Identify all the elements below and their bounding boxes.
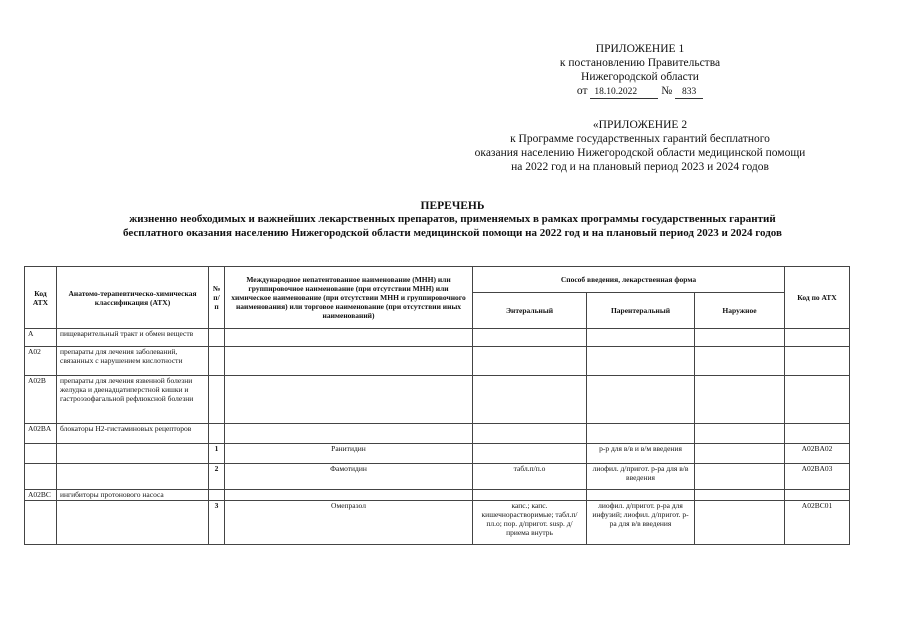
cell-mnn: Омепразол (225, 501, 473, 545)
cell-enteral (473, 490, 587, 501)
appendix-1-dateline (540, 84, 740, 99)
cell-enteral (473, 376, 587, 424)
header-route: Способ введения, лекарственная форма (473, 267, 785, 293)
cell-code: A02 (25, 347, 57, 376)
table-row (25, 501, 850, 545)
cell-atc (785, 376, 850, 424)
cell-atc: A02BA03 (785, 464, 850, 490)
cell-mnn (225, 347, 473, 376)
header-enteral: Энтеральный (473, 293, 587, 329)
title-subline-1: жизненно необходимых и важнейших лекарственных препаратов, применяемых в рамках программы государственных гарантий (129, 213, 776, 225)
cell-classification (57, 444, 209, 464)
cell-enteral: табл.п/п.о (473, 464, 587, 490)
cell-code (25, 501, 57, 545)
cell-enteral: капс.; капс. кишечнорастворимые; табл.п/пл.о; пор. д/пригот. susp. д/приема внутрь (473, 501, 587, 545)
cell-external (695, 490, 785, 501)
resolution-number: 833 (675, 87, 703, 99)
cell-enteral (473, 329, 587, 347)
resolution-date: 18.10.2022 (590, 87, 658, 99)
cell-num (209, 490, 225, 501)
medication-table (24, 266, 850, 545)
appendix-2-title: «ПРИЛОЖЕНИЕ 2 (592, 119, 688, 131)
cell-classification: пищеварительный тракт и обмен веществ (57, 329, 209, 347)
cell-parenteral: р-р для в/в и в/м введения (587, 444, 695, 464)
cell-parenteral: лиофил. д/пригот. р-ра для в/в введения (587, 464, 695, 490)
appendix-1-line3: Нижегородской области (581, 71, 699, 83)
appendix-2-line3: оказания населению Нижегородской области медицинской помощи (474, 147, 806, 159)
appendix-2-header (440, 118, 840, 174)
header-classification: Анатомо-терапевтическо-химическая классификация (АТХ) (57, 267, 209, 329)
cell-code: A (25, 329, 57, 347)
cell-external (695, 444, 785, 464)
cell-external (695, 501, 785, 545)
cell-atc: A02BC01 (785, 501, 850, 545)
cell-num (209, 424, 225, 444)
cell-enteral (473, 347, 587, 376)
cell-atc (785, 347, 850, 376)
cell-parenteral (587, 329, 695, 347)
cell-parenteral (587, 347, 695, 376)
cell-code (25, 444, 57, 464)
cell-classification (57, 464, 209, 490)
header-code: Код АТХ (25, 267, 57, 329)
cell-classification (57, 501, 209, 545)
header-atc-code: Код по АТХ (785, 267, 850, 329)
appendix-1-line2: к постановлению Правительства (559, 57, 721, 69)
cell-parenteral (587, 376, 695, 424)
title-heading: ПЕРЕЧЕНЬ (420, 200, 485, 212)
cell-mnn: Ранитидин (225, 444, 473, 464)
cell-num: 2 (209, 464, 225, 490)
cell-parenteral (587, 424, 695, 444)
table-row (25, 464, 850, 490)
cell-classification: препараты для лечения язвенной болезни желудка и двенадцатиперстной кишки и гастроэзофагальной рефлюксной болезни (57, 376, 209, 424)
table-row (25, 376, 850, 424)
document-title (40, 199, 865, 240)
cell-atc (785, 329, 850, 347)
header-external: Наружное (695, 293, 785, 329)
cell-external (695, 464, 785, 490)
table-row (25, 444, 850, 464)
cell-classification: препараты для лечения заболеваний, связанных с нарушением кислотности (57, 347, 209, 376)
cell-num: 3 (209, 501, 225, 545)
cell-mnn (225, 424, 473, 444)
cell-mnn: Фамотидин (225, 464, 473, 490)
header-mnn: Международное непатентованное наименование (МНН) или группировочное наименование (при отсутствии МНН) или химическое наименование (при отсутствии МНН и группировочного наименования) или торговое наименование (при отсутствии иных наименований) (225, 267, 473, 329)
cell-atc (785, 424, 850, 444)
cell-atc (785, 490, 850, 501)
number-sign: № (661, 85, 673, 97)
header-num: № п/п (209, 267, 225, 329)
cell-external (695, 347, 785, 376)
appendix-2-line2: к Программе государственных гарантий бесплатного (510, 133, 770, 145)
cell-mnn (225, 376, 473, 424)
title-subline-2: бесплатного оказания населению Нижегородской области медицинской помощи на 2022 год и на плановый период 2023 и 2024 годов (123, 226, 782, 239)
cell-num (209, 347, 225, 376)
cell-code: A02BA (25, 424, 57, 444)
cell-classification: блокаторы H2-гистаминовых рецепторов (57, 424, 209, 444)
cell-num: 1 (209, 444, 225, 464)
cell-code: A02BC (25, 490, 57, 501)
appendix-1-header (540, 42, 740, 99)
appendix-1-title: ПРИЛОЖЕНИЕ 1 (595, 43, 685, 55)
cell-num (209, 376, 225, 424)
header-parenteral: Парентеральный (587, 293, 695, 329)
table-row (25, 490, 850, 501)
table-row (25, 347, 850, 376)
cell-parenteral: лиофил. д/пригот. р-ра для инфузий; лиофил. д/пригот. р-ра для в/в введения (587, 501, 695, 545)
date-prefix: от (576, 85, 588, 97)
cell-classification: ингибиторы протонового насоса (57, 490, 209, 501)
cell-code: A02B (25, 376, 57, 424)
cell-mnn (225, 329, 473, 347)
cell-num (209, 329, 225, 347)
cell-mnn (225, 490, 473, 501)
cell-atc: A02BA02 (785, 444, 850, 464)
cell-external (695, 329, 785, 347)
table-row (25, 424, 850, 444)
cell-enteral (473, 444, 587, 464)
cell-external (695, 424, 785, 444)
table-row (25, 329, 850, 347)
cell-code (25, 464, 57, 490)
appendix-2-line4: на 2022 год и на плановый период 2023 и 2024 годов (511, 161, 769, 173)
cell-external (695, 376, 785, 424)
cell-parenteral (587, 490, 695, 501)
cell-enteral (473, 424, 587, 444)
